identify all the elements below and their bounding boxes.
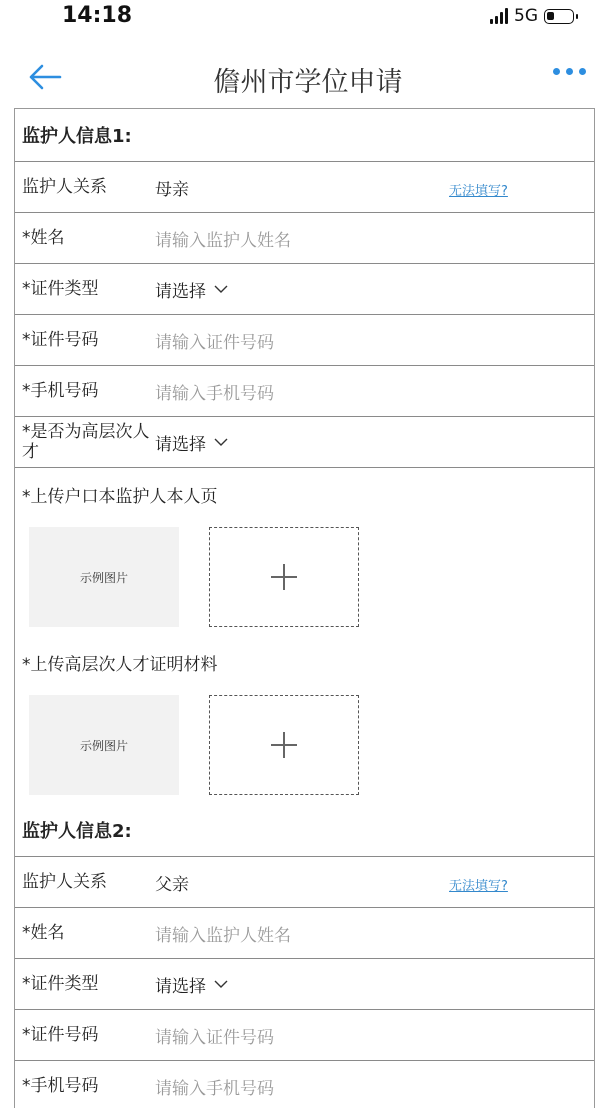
phone-label: *手机号码	[22, 1076, 99, 1096]
id-type-select[interactable]	[155, 277, 228, 302]
chevron-down-icon	[214, 980, 228, 988]
upload-add-button[interactable]	[209, 695, 359, 795]
battery-icon	[544, 9, 574, 24]
id-number-input[interactable]: 请输入证件号码	[155, 1027, 274, 1048]
more-icon[interactable]	[553, 68, 586, 75]
talent-select[interactable]	[155, 430, 228, 455]
id-type-select[interactable]	[155, 972, 228, 997]
name-label: *姓名	[22, 923, 65, 943]
id-number-input[interactable]: 请输入证件号码	[155, 332, 274, 353]
guardian1-relation-row	[15, 162, 594, 213]
id-number-label: *证件号码	[22, 330, 99, 350]
signal-icon	[490, 8, 508, 24]
id-type-label: *证件类型	[22, 279, 99, 299]
status-bar	[0, 0, 616, 34]
guardian2-section-title: 监护人信息2:	[15, 804, 594, 857]
name-input[interactable]: 请输入监护人姓名	[155, 925, 291, 946]
talent-value: 请选择	[155, 434, 206, 455]
guardian1-name-row	[15, 213, 594, 264]
cannot-fill-link[interactable]: 无法填写?	[449, 184, 508, 199]
page-title: 儋州市学位申请	[213, 67, 403, 98]
phone-label: *手机号码	[22, 381, 99, 401]
guardian1-id-type-row	[15, 264, 594, 315]
name-label: *姓名	[22, 228, 65, 248]
chevron-down-icon	[214, 438, 228, 446]
guardian1-talent-row	[15, 417, 594, 468]
talent-label: *是否为高层次人才	[22, 422, 150, 462]
relation-value: 父亲	[155, 874, 189, 895]
status-time: 14:18	[62, 3, 133, 28]
sample-image[interactable]: 示例图片	[29, 527, 179, 627]
id-type-value: 请选择	[155, 976, 206, 997]
network-type: 5G	[514, 6, 538, 26]
relation-label: 监护人关系	[22, 872, 107, 892]
phone-input[interactable]: 请输入手机号码	[155, 1078, 274, 1099]
plus-icon	[270, 563, 298, 591]
guardian1-section-title: 监护人信息1:	[15, 109, 594, 162]
id-type-label: *证件类型	[22, 974, 99, 994]
guardian1-phone-row	[15, 366, 594, 417]
phone-input[interactable]: 请输入手机号码	[155, 383, 274, 404]
form-container	[14, 108, 595, 1108]
guardian1-id-number-row	[15, 315, 594, 366]
guardian2-id-number-row	[15, 1010, 594, 1061]
guardian2-name-row	[15, 908, 594, 959]
status-indicators	[490, 6, 574, 26]
upload-add-button[interactable]	[209, 527, 359, 627]
id-number-label: *证件号码	[22, 1025, 99, 1045]
chevron-down-icon	[214, 285, 228, 293]
cannot-fill-link[interactable]: 无法填写?	[449, 879, 508, 894]
upload-talent-title: *上传高层次人才证明材料	[22, 654, 218, 675]
guardian2-id-type-row	[15, 959, 594, 1010]
id-type-value: 请选择	[155, 281, 206, 302]
name-input[interactable]: 请输入监护人姓名	[155, 230, 291, 251]
upload-talent-area	[15, 688, 594, 804]
relation-label: 监护人关系	[22, 177, 107, 197]
upload-hukou-title: *上传户口本监护人本人页	[22, 486, 218, 507]
relation-value: 母亲	[155, 179, 189, 200]
guardian2-phone-row	[15, 1061, 594, 1108]
nav-bar	[0, 48, 616, 108]
plus-icon	[270, 731, 298, 759]
sample-image[interactable]: 示例图片	[29, 695, 179, 795]
upload-hukou-area	[15, 520, 594, 636]
guardian2-relation-row	[15, 857, 594, 908]
